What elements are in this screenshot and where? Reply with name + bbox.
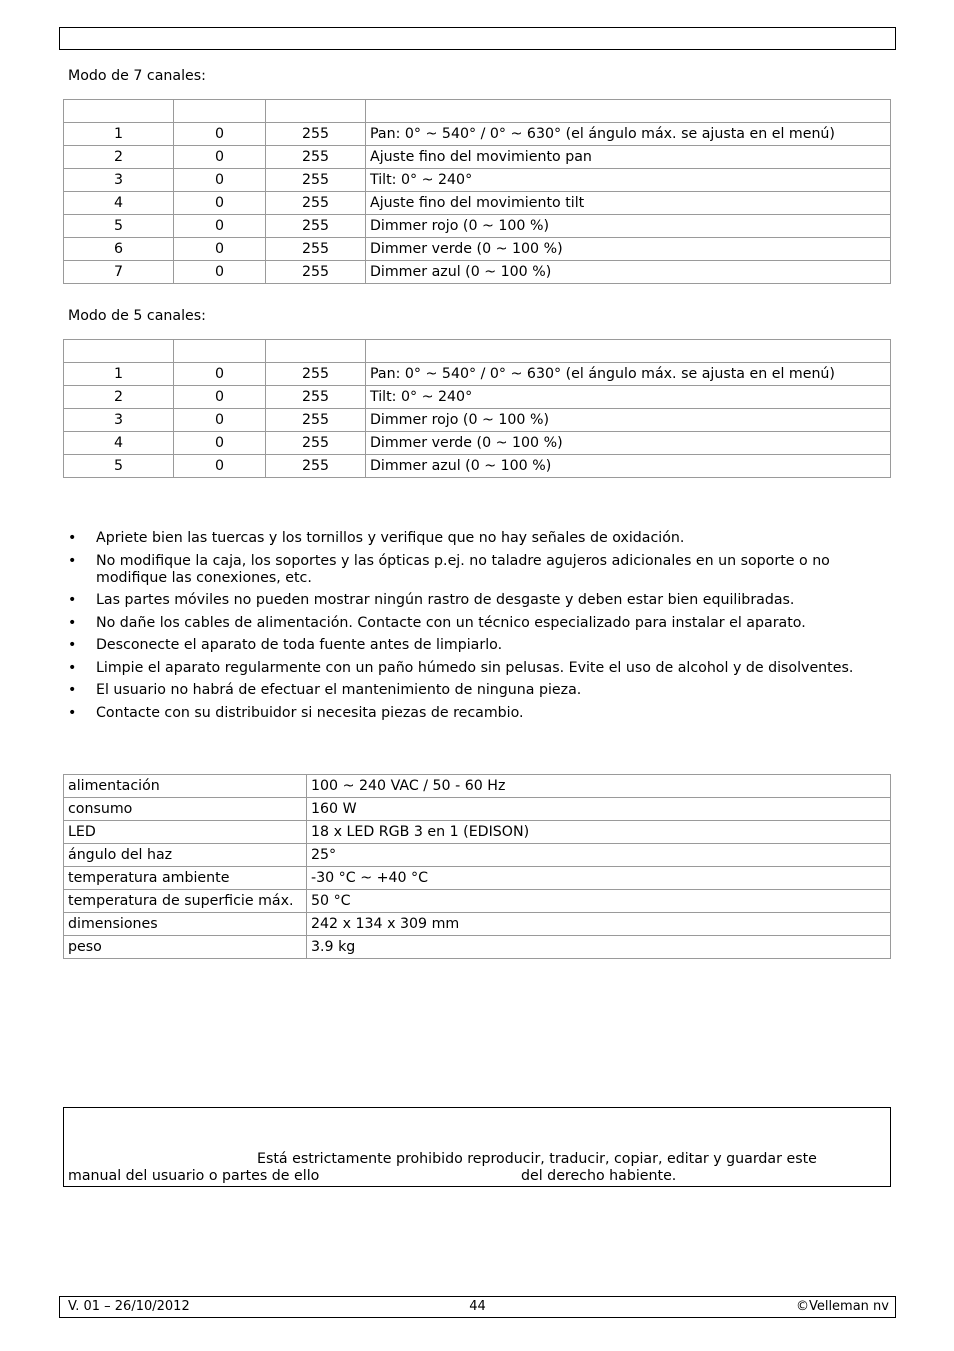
table-row bbox=[64, 261, 891, 284]
bullet-icon: • bbox=[68, 614, 77, 631]
min-value-cell: 0 bbox=[174, 432, 266, 455]
spec-value-cell: 25° bbox=[307, 844, 891, 867]
mode7-table bbox=[63, 99, 891, 284]
table-row bbox=[64, 169, 891, 192]
min-value-cell: 0 bbox=[174, 192, 266, 215]
table-row bbox=[64, 146, 891, 169]
spec-label-cell: peso bbox=[64, 936, 307, 959]
function-cell: Dimmer azul (0 ~ 100 %) bbox=[366, 455, 891, 478]
list-item-text: No dañe los cables de alimentación. Contacte con un técnico especializado para instalar el aparato. bbox=[96, 614, 806, 631]
table-row bbox=[64, 936, 891, 959]
function-cell: Tilt: 0° ~ 240° bbox=[366, 386, 891, 409]
table-row bbox=[64, 867, 891, 890]
max-value-cell: 255 bbox=[266, 123, 366, 146]
list-item bbox=[68, 592, 888, 609]
min-value-cell: 0 bbox=[174, 386, 266, 409]
spec-value-cell: 160 W bbox=[307, 798, 891, 821]
list-item-text: Apriete bien las tuercas y los tornillos y verifique que no hay señales de oxidación. bbox=[96, 530, 685, 546]
channel-cell: 4 bbox=[64, 432, 174, 455]
table-header-row bbox=[64, 100, 891, 123]
max-value-cell: 255 bbox=[266, 363, 366, 386]
bullet-icon: • bbox=[68, 659, 77, 676]
min-value-cell: 0 bbox=[174, 409, 266, 432]
footer-version: V. 01 – 26/10/2012 bbox=[68, 1299, 190, 1314]
channel-cell: 1 bbox=[64, 363, 174, 386]
min-value-cell: 0 bbox=[174, 363, 266, 386]
function-cell: Dimmer verde (0 ~ 100 %) bbox=[366, 238, 891, 261]
min-value-cell: 0 bbox=[174, 169, 266, 192]
min-value-cell: 0 bbox=[174, 146, 266, 169]
list-item bbox=[68, 553, 888, 587]
bullet-icon: • bbox=[68, 637, 77, 653]
channel-cell: 5 bbox=[64, 455, 174, 478]
maintenance-list bbox=[68, 530, 888, 727]
list-item bbox=[68, 660, 888, 677]
spec-label-cell: ángulo del haz bbox=[64, 844, 307, 867]
list-item-text: Desconecte el aparato de toda fuente antes de limpiarlo. bbox=[96, 637, 503, 653]
spec-value-cell: -30 °C ~ +40 °C bbox=[307, 867, 891, 890]
footer-page-number: 44 bbox=[469, 1299, 486, 1314]
function-cell: Dimmer rojo (0 ~ 100 %) bbox=[366, 215, 891, 238]
bullet-icon: • bbox=[68, 704, 77, 721]
mode5-table bbox=[63, 339, 891, 478]
page-header-box bbox=[59, 27, 896, 50]
list-item-text: Limpie el aparato regularmente con un paño húmedo sin pelusas. Evite el uso de alcohol y de disolventes. bbox=[96, 659, 854, 676]
channel-cell: 1 bbox=[64, 123, 174, 146]
notice-line-1: Está estrictamente prohibido reproducir, traducir, copiar, editar y guardar este bbox=[257, 1151, 817, 1167]
max-value-cell: 255 bbox=[266, 146, 366, 169]
table-row bbox=[64, 363, 891, 386]
specifications-table bbox=[63, 774, 891, 959]
max-value-cell: 255 bbox=[266, 238, 366, 261]
copyright-notice-box bbox=[63, 1107, 891, 1187]
channel-cell: 3 bbox=[64, 169, 174, 192]
list-item bbox=[68, 682, 888, 699]
list-item bbox=[68, 615, 888, 632]
max-value-cell: 255 bbox=[266, 192, 366, 215]
channel-cell: 2 bbox=[64, 386, 174, 409]
max-value-cell: 255 bbox=[266, 386, 366, 409]
max-value-cell: 255 bbox=[266, 261, 366, 284]
spec-label-cell: temperatura ambiente bbox=[64, 867, 307, 890]
list-item-text: Contacte con su distribuidor si necesita piezas de recambio. bbox=[96, 704, 524, 721]
bullet-icon: • bbox=[68, 530, 77, 546]
function-cell: Tilt: 0° ~ 240° bbox=[366, 169, 891, 192]
table-row bbox=[64, 913, 891, 936]
spec-label-cell: alimentación bbox=[64, 775, 307, 798]
spec-label-cell: LED bbox=[64, 821, 307, 844]
max-value-cell: 255 bbox=[266, 455, 366, 478]
table-row bbox=[64, 386, 891, 409]
list-item bbox=[68, 637, 888, 654]
notice-line-2b: del derecho habiente. bbox=[521, 1168, 677, 1184]
spec-label-cell: consumo bbox=[64, 798, 307, 821]
table-row bbox=[64, 455, 891, 478]
spec-value-cell: 18 x LED RGB 3 en 1 (EDISON) bbox=[307, 821, 891, 844]
page-footer bbox=[59, 1296, 896, 1318]
channel-cell: 3 bbox=[64, 409, 174, 432]
spec-value-cell: 50 °C bbox=[307, 890, 891, 913]
max-value-cell: 255 bbox=[266, 409, 366, 432]
spec-label-cell: temperatura de superficie máx. bbox=[64, 890, 307, 913]
bullet-icon: • bbox=[68, 552, 77, 569]
channel-cell: 2 bbox=[64, 146, 174, 169]
channel-cell: 7 bbox=[64, 261, 174, 284]
list-item bbox=[68, 530, 888, 547]
function-cell: Dimmer rojo (0 ~ 100 %) bbox=[366, 409, 891, 432]
channel-cell: 6 bbox=[64, 238, 174, 261]
table-row bbox=[64, 821, 891, 844]
copyright-notice-text bbox=[68, 1151, 886, 1185]
function-cell: Pan: 0° ~ 540° / 0° ~ 630° (el ángulo máx. se ajusta en el menú) bbox=[366, 363, 891, 386]
mode5-label: Modo de 5 canales: bbox=[68, 308, 206, 324]
channel-cell: 5 bbox=[64, 215, 174, 238]
function-cell: Dimmer azul (0 ~ 100 %) bbox=[366, 261, 891, 284]
min-value-cell: 0 bbox=[174, 455, 266, 478]
table-row bbox=[64, 798, 891, 821]
table-row bbox=[64, 890, 891, 913]
spec-value-cell: 242 x 134 x 309 mm bbox=[307, 913, 891, 936]
min-value-cell: 0 bbox=[174, 261, 266, 284]
table-row bbox=[64, 215, 891, 238]
table-header-row bbox=[64, 340, 891, 363]
min-value-cell: 0 bbox=[174, 123, 266, 146]
list-item-text: Las partes móviles no pueden mostrar ningún rastro de desgaste y deben estar bien equilibradas. bbox=[96, 592, 795, 608]
list-item-text: El usuario no habrá de efectuar el mantenimiento de ninguna pieza. bbox=[96, 682, 582, 698]
min-value-cell: 0 bbox=[174, 238, 266, 261]
table-row bbox=[64, 775, 891, 798]
table-row bbox=[64, 238, 891, 261]
bullet-icon: • bbox=[68, 592, 77, 608]
notice-line-2a: manual del usuario o partes de ello bbox=[68, 1168, 320, 1184]
table-row bbox=[64, 432, 891, 455]
footer-copyright: ©Velleman nv bbox=[795, 1299, 889, 1314]
bullet-icon: • bbox=[68, 682, 77, 698]
table-row bbox=[64, 192, 891, 215]
spec-value-cell: 100 ~ 240 VAC / 50 - 60 Hz bbox=[307, 775, 891, 798]
function-cell: Ajuste fino del movimiento tilt bbox=[366, 192, 891, 215]
table-row bbox=[64, 844, 891, 867]
mode7-label: Modo de 7 canales: bbox=[68, 68, 206, 84]
list-item bbox=[68, 705, 888, 722]
channel-cell: 4 bbox=[64, 192, 174, 215]
spec-label-cell: dimensiones bbox=[64, 913, 307, 936]
table-row bbox=[64, 409, 891, 432]
max-value-cell: 255 bbox=[266, 169, 366, 192]
function-cell: Ajuste fino del movimiento pan bbox=[366, 146, 891, 169]
spec-value-cell: 3.9 kg bbox=[307, 936, 891, 959]
table-row bbox=[64, 123, 891, 146]
max-value-cell: 255 bbox=[266, 215, 366, 238]
list-item-text: No modifique la caja, los soportes y las ópticas p.ej. no taladre agujeros adicionales en un soporte o no modifique las conexiones, etc. bbox=[96, 552, 830, 586]
max-value-cell: 255 bbox=[266, 432, 366, 455]
min-value-cell: 0 bbox=[174, 215, 266, 238]
function-cell: Pan: 0° ~ 540° / 0° ~ 630° (el ángulo máx. se ajusta en el menú) bbox=[366, 123, 891, 146]
function-cell: Dimmer verde (0 ~ 100 %) bbox=[366, 432, 891, 455]
